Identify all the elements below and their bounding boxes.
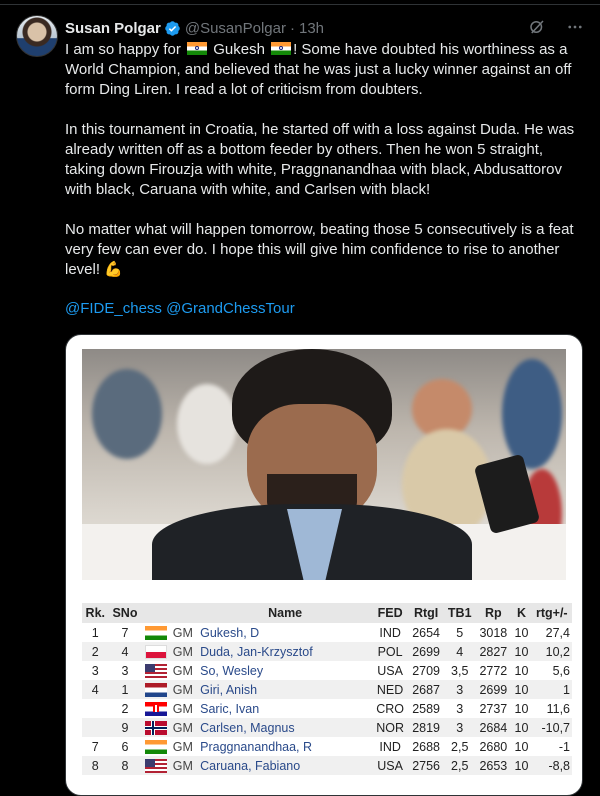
tweet-media-image[interactable] bbox=[65, 334, 583, 796]
rank-cell bbox=[82, 699, 109, 718]
player-name-cell[interactable]: Duda, Jan-Krzysztof bbox=[198, 642, 372, 661]
rp-cell: 2653 bbox=[475, 756, 511, 775]
tb1-cell: 2,5 bbox=[451, 739, 469, 754]
fed-cell: CRO bbox=[376, 701, 404, 716]
fed-cell: USA bbox=[372, 756, 408, 775]
flag-usa-icon bbox=[145, 664, 167, 678]
k-cell: 10 bbox=[514, 701, 529, 716]
tweet-header bbox=[65, 18, 584, 38]
col-rating: RtgI bbox=[408, 603, 444, 623]
flag-cell bbox=[141, 642, 170, 661]
tweet-text-part1: I am so happy for bbox=[65, 41, 186, 58]
title-cell: GM bbox=[171, 756, 198, 775]
col-fed: FED bbox=[372, 603, 408, 623]
rating-cell: 2654 bbox=[412, 625, 440, 640]
rating-change-cell: 5,6 bbox=[552, 663, 570, 678]
mention-fide-chess[interactable]: @FIDE_chess bbox=[65, 300, 162, 317]
standings-row bbox=[82, 699, 572, 718]
col-name: Name bbox=[198, 603, 372, 623]
top-divider bbox=[0, 4, 600, 5]
k-cell: 10 bbox=[511, 756, 531, 775]
sno-cell: 4 bbox=[109, 642, 142, 661]
rating-cell: 2589 bbox=[412, 701, 440, 716]
col-sno: SNo bbox=[109, 603, 142, 623]
k-cell: 10 bbox=[511, 642, 531, 661]
rp-cell: 2772 bbox=[479, 663, 508, 678]
tb1-cell: 3 bbox=[444, 680, 475, 699]
grok-icon[interactable] bbox=[528, 18, 546, 36]
rank-cell: 8 bbox=[82, 756, 109, 775]
flag-ind-icon bbox=[145, 626, 167, 640]
rating-cell: 2688 bbox=[412, 739, 440, 754]
standings-row bbox=[82, 680, 572, 699]
rp-cell: 3018 bbox=[479, 625, 508, 640]
flag-cro-icon bbox=[145, 702, 167, 716]
rank-cell: 2 bbox=[82, 642, 109, 661]
rating-change-cell: -8,8 bbox=[532, 756, 572, 775]
col-flag bbox=[141, 603, 170, 623]
title-cell: GM bbox=[172, 663, 193, 678]
india-flag-emoji-icon bbox=[187, 42, 207, 55]
sno-cell: 3 bbox=[121, 663, 129, 678]
more-options-icon[interactable] bbox=[566, 18, 584, 36]
player-name-cell[interactable]: Giri, Anish bbox=[198, 680, 372, 699]
standings-body bbox=[82, 623, 572, 775]
col-rank: Rk. bbox=[82, 603, 109, 623]
standings-row bbox=[82, 737, 572, 756]
col-rating-change: rtg+/- bbox=[532, 603, 572, 623]
rank-cell: 4 bbox=[82, 680, 109, 699]
rating-cell: 2819 bbox=[408, 718, 444, 737]
photo-bg-figure bbox=[92, 369, 162, 459]
sno-cell: 8 bbox=[109, 756, 142, 775]
tweet-text bbox=[65, 40, 575, 280]
flag-cell bbox=[141, 737, 170, 756]
header-separator: · bbox=[289, 19, 295, 37]
flag-cell bbox=[141, 699, 170, 718]
fed-cell: POL bbox=[372, 642, 408, 661]
standings-row bbox=[82, 661, 572, 680]
mentions bbox=[65, 300, 295, 317]
rating-change-cell: 11,6 bbox=[546, 701, 570, 716]
tweet-text-part3: ! Some have doubted his worthiness as a World Champion, and believed that he was just a lucky winner against an off form Ding Liren. I read a lot of criticism from doubters. In this tournament in Croatia, he started off with a loss against Duda. He was already written off as a bottom feeder by others. Then he won 5 straight, taking down Firouzja with white, Praggnanandhaa with black, Abdusattorov with black, Caruana with white, and Carlsen with black! No matter what will happen tomorrow, beating those 5 consecutively is a feat very few can ever do. I hope this will give him confidence to rise to another level! bbox=[65, 41, 575, 278]
title-cell: GM bbox=[172, 701, 193, 716]
flag-pol-icon bbox=[145, 645, 167, 659]
flag-cell bbox=[141, 680, 170, 699]
rp-cell: 2737 bbox=[479, 701, 508, 716]
tb1-cell: 3 bbox=[456, 701, 464, 716]
fed-cell: IND bbox=[379, 625, 401, 640]
rp-cell: 2827 bbox=[475, 642, 511, 661]
rating-change-cell: 10,2 bbox=[532, 642, 572, 661]
rating-change-cell: -1 bbox=[558, 739, 570, 754]
flexed-biceps-emoji-icon: 💪 bbox=[104, 261, 123, 278]
flag-ind-icon bbox=[145, 740, 167, 754]
flag-usa-icon bbox=[145, 759, 167, 773]
rating-cell: 2709 bbox=[412, 663, 440, 678]
title-cell: GM bbox=[172, 739, 193, 754]
rank-cell bbox=[82, 718, 109, 737]
rank-cell: 7 bbox=[91, 739, 99, 754]
fed-cell: NED bbox=[372, 680, 408, 699]
tb1-cell: 5 bbox=[456, 625, 464, 640]
player-name-cell[interactable]: Gukesh, D bbox=[200, 625, 260, 640]
player-name-cell[interactable]: So, Wesley bbox=[200, 663, 264, 678]
flag-cell bbox=[141, 661, 170, 680]
k-cell: 10 bbox=[511, 718, 531, 737]
flag-cell bbox=[141, 756, 170, 775]
player-photo bbox=[82, 349, 566, 580]
k-cell: 10 bbox=[514, 625, 529, 640]
verified-badge-icon bbox=[164, 20, 181, 37]
player-name-cell[interactable]: Saric, Ivan bbox=[200, 701, 260, 716]
header-actions bbox=[528, 18, 584, 36]
sno-cell: 2 bbox=[121, 701, 129, 716]
author-avatar[interactable] bbox=[16, 15, 58, 57]
rp-cell: 2680 bbox=[479, 739, 508, 754]
fed-cell: NOR bbox=[372, 718, 408, 737]
flag-nor-icon bbox=[145, 721, 167, 735]
player-name-cell[interactable]: Praggnanandhaa, R bbox=[200, 739, 313, 754]
title-cell: GM bbox=[171, 718, 198, 737]
sno-cell: 9 bbox=[109, 718, 142, 737]
sno-cell: 7 bbox=[121, 625, 129, 640]
author-name[interactable]: Susan Polgar bbox=[65, 19, 161, 37]
title-cell: GM bbox=[171, 642, 198, 661]
col-title bbox=[171, 603, 198, 623]
standings-row bbox=[82, 642, 572, 661]
rp-cell: 2699 bbox=[475, 680, 511, 699]
k-cell: 10 bbox=[514, 739, 529, 754]
standings-row bbox=[82, 756, 572, 775]
tb1-cell: 3,5 bbox=[451, 663, 469, 678]
player-name-cell[interactable]: Caruana, Fabiano bbox=[198, 756, 372, 775]
rating-change-cell: -10,7 bbox=[532, 718, 572, 737]
rank-cell: 1 bbox=[91, 625, 99, 640]
tb1-cell: 2,5 bbox=[444, 756, 475, 775]
photo-bg-figure bbox=[502, 359, 562, 469]
photo-bg-figure bbox=[177, 384, 237, 464]
tweet-text-part2: Gukesh bbox=[209, 41, 270, 58]
standings-row bbox=[82, 623, 572, 642]
rating-change-cell: 27,4 bbox=[545, 625, 570, 640]
k-cell: 10 bbox=[511, 680, 531, 699]
india-flag-emoji-icon bbox=[271, 42, 291, 55]
flag-ned-icon bbox=[145, 683, 167, 697]
col-tb1: TB1 bbox=[444, 603, 475, 623]
standings-table bbox=[82, 603, 572, 775]
sno-cell: 1 bbox=[109, 680, 142, 699]
rating-cell: 2687 bbox=[408, 680, 444, 699]
flag-cell bbox=[141, 718, 170, 737]
rating-cell: 2756 bbox=[408, 756, 444, 775]
rp-cell: 2684 bbox=[475, 718, 511, 737]
tb1-cell: 3 bbox=[444, 718, 475, 737]
player-name-cell[interactable]: Carlsen, Magnus bbox=[198, 718, 372, 737]
flag-cell bbox=[141, 623, 170, 642]
author-handle[interactable]: @SusanPolgar bbox=[184, 19, 286, 37]
col-rp: Rp bbox=[475, 603, 511, 623]
tweet-time[interactable]: 13h bbox=[298, 19, 325, 37]
fed-cell: USA bbox=[377, 663, 403, 678]
rating-change-cell: 1 bbox=[532, 680, 572, 699]
sno-cell: 6 bbox=[121, 739, 129, 754]
title-cell: GM bbox=[172, 625, 193, 640]
fed-cell: IND bbox=[379, 739, 401, 754]
k-cell: 10 bbox=[514, 663, 529, 678]
tb1-cell: 4 bbox=[444, 642, 475, 661]
col-k: K bbox=[511, 603, 531, 623]
rating-cell: 2699 bbox=[408, 642, 444, 661]
mention-grand-chess-tour[interactable]: @GrandChessTour bbox=[166, 300, 295, 317]
rank-cell: 3 bbox=[91, 663, 99, 678]
title-cell: GM bbox=[171, 680, 198, 699]
standings-row bbox=[82, 718, 572, 737]
